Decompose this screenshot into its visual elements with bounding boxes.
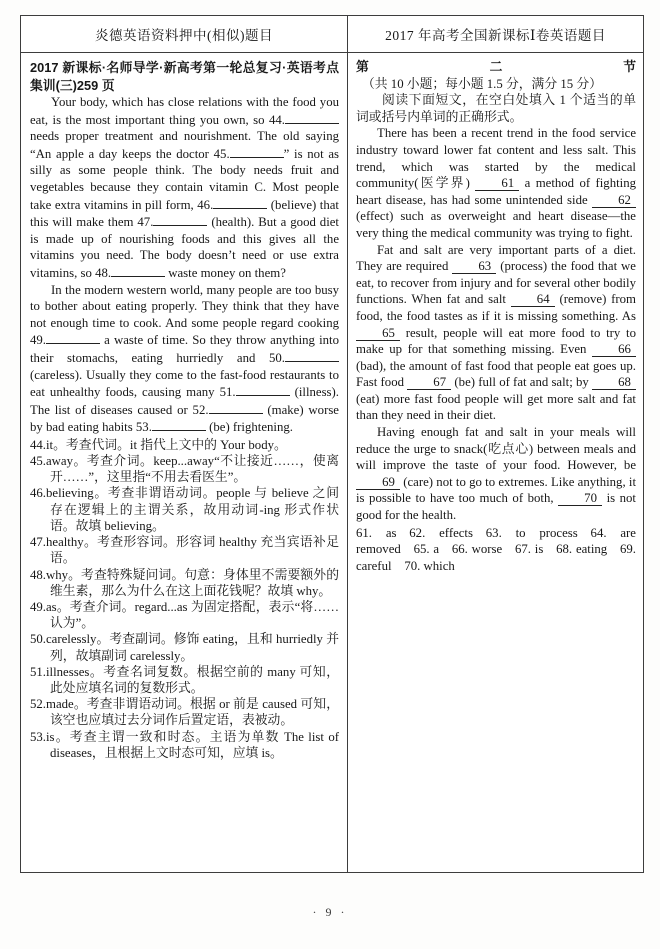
fill-blank-line (230, 145, 284, 158)
answer-item: 52.made。考查非谓语动词。根据 or 前是 caused 可知，该空也应填过去分词作后置定语，表被动。 (30, 697, 339, 728)
blank-number: 53. (136, 420, 206, 434)
fill-blank-line (213, 196, 267, 209)
fill-blank-line (153, 213, 207, 226)
numbered-blank: 62 (592, 194, 636, 208)
table-body-row (21, 53, 643, 872)
answer-item: 53.is。考查主谓一致和时态。主语为单数 The list of diseases，且根据上文时态可知，应填 is。 (30, 729, 339, 760)
answer-item: 47.healthy。考查形容词。形容词 healthy 充当宾语补足语。 (30, 535, 339, 566)
blank-number: 44. (269, 113, 339, 127)
numbered-blank: 61 (475, 177, 519, 191)
comparison-table (20, 15, 644, 873)
blank-number: 52. (193, 403, 263, 417)
source-heading: 2017 新课标·名师导学·新高考第一轮总复习·英语考点集训(三)259 页 (30, 60, 339, 93)
fill-blank-line (285, 349, 339, 362)
section-score: （共 10 小题；每小题 1.5 分，满分 15 分） (362, 76, 602, 91)
section-heading (356, 59, 636, 92)
right-column (348, 53, 643, 872)
blank-number: 45. (214, 147, 284, 161)
header-right-title: 2017 年高考全国新课标Ⅰ卷英语题目 (385, 28, 606, 43)
passage-paragraph-1: Your body, which has close relations with the food you eat, is the most important thing you own, so 44. needs proper treatment and nourishment. The old saying “An apple a day keeps the doctor 45. ” is not as silly as some people think. The body needs fruit and vegetables because they contain vitamin C. Most people take extra vitamins in pill form, 46. (believe) that this will make them 47. (health). But a good diet is made up of nourishing foods and this gives all the vitamins you need. The body doesn’t need or use extra vitamins, so 48. waste money on them? (30, 95, 340, 280)
section-instruction: 阅读下面短文，在空白处填入 1 个适当的单词或括号内单词的正确形式。 (356, 93, 636, 124)
answer-explanations-list (30, 437, 339, 761)
answer-item: 51.illnesses。考查名词复数。根据空前的 many 可知，此处应填名词的复数形式。 (30, 664, 339, 695)
numbered-blank: 69 (356, 476, 400, 490)
blank-number: 51. (220, 385, 290, 399)
blank-number: 47. (137, 215, 207, 229)
numbered-blank: 67 (407, 376, 451, 390)
blank-number: 48. (95, 266, 165, 280)
table-header-row (21, 16, 643, 53)
answer-item: 50.carelessly。考查副词。修饰 eating，且和 hurriedly 并列，故填副词 carelessly。 (30, 632, 339, 663)
answer-item: 44.it。考查代词。it 指代上文中的 Your body。 (30, 437, 287, 452)
fill-blank-line (152, 418, 206, 431)
numbered-blank: 65 (356, 327, 400, 341)
blank-number: 50. (269, 351, 339, 365)
numbered-blank: 68 (592, 376, 636, 390)
answer-item: 49.as。考查介词。regard...as 为固定搭配，表示“将……认为”。 (30, 599, 339, 631)
fill-blank-line (285, 111, 339, 124)
cloze-paragraph-3: Having enough fat and salt in your meals will reduce the urge to snack(吃点心) between meals and will improve the taste of your food. However, be 69 (care) not to go to extremes. Like anything, it is possible to have too much of both, 70 is not good for the health. (356, 425, 636, 523)
cloze-paragraph-1: There has been a recent trend in the food service industry toward lower fat content and less salt. This trend, which was started by the medical community(医学界) 61 a method of fighting heart disease, has had some unintended side 62 (effect) such as overweight and heart disease—the very thing the medical community was trying to fight. (356, 126, 636, 240)
numbered-blank: 63 (452, 260, 496, 274)
answer-item: 48.why。考查特殊疑问词。句意：身体里不需要额外的维生素，那么为什么在这上面花钱呢？故填 why。 (30, 567, 339, 598)
fill-blank-line (236, 383, 290, 396)
left-column (21, 53, 348, 872)
fill-blank-line (46, 331, 100, 344)
answer-item: 46.believing。考查非谓语动词。people 与 believe 之间存在逻辑上的主谓关系，故用动词-ing 形式作状语。故填 believing。 (30, 486, 339, 533)
fill-blank-line (111, 264, 165, 277)
fill-blank-line (209, 401, 263, 414)
page-number: · 9 · (312, 905, 348, 919)
numbered-blank: 64 (511, 293, 555, 307)
answer-item: 45.away。考查介词。keep...away“不让接近……，使离开……”，这里指“不用去看医生”。 (30, 454, 339, 485)
numbered-blank: 70 (558, 492, 602, 506)
blank-number: 46. (197, 198, 267, 212)
cloze-paragraph-2: Fat and salt are very important parts of a diet. They are required 63 (process) the food that we eat, to recover from injury and for several other bodily functions. When fat and salt 64 (remove) from food, the food tastes as if it is missing something. As 65 result, people will eat more food to try to make up for that something missing. Even 66 (bad), the amount of fast food that people eat goes up. Fast food 67 (be) full of fat and salt; by 68 (eat) more fast food people will get more salt and fat than they need in their diet. (356, 242, 636, 423)
answer-key-line: 61. as 62. effects 63. to process 64. are removed 65. a 66. worse 67. is 68. eating 69. careful 70. which (356, 525, 636, 573)
numbered-blank: 66 (592, 343, 636, 357)
section-title: 第二节 (356, 59, 636, 74)
passage-paragraph-2: In the modern western world, many people are too busy to bother about eating properly. They think that they have not enough time to cook. And some people regard cooking 49. a waste of time. So they throw anything into their stomachs, eating hurriedly and 50. (careless). Usually they come to the fast-food restaurants to eat unhealthy foods, causing many 51. (illness). The list of diseases caused or 52. (make) worse by bad eating habits 53. (be) frightening. (30, 282, 339, 435)
blank-number: 49. (30, 333, 100, 347)
header-left-title: 炎德英语资料押中(相似)题目 (21, 16, 348, 52)
